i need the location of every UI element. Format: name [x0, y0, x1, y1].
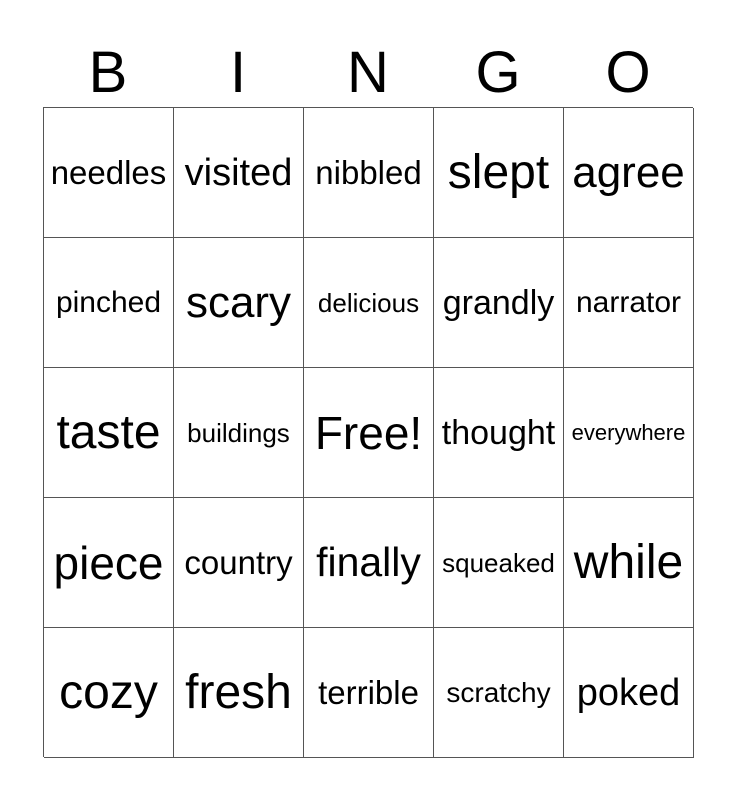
bingo-board [43, 107, 693, 757]
header-letter-i: I [229, 40, 247, 105]
bingo-cell[interactable]: finally [304, 498, 434, 628]
bingo-cell[interactable]: visited [174, 108, 304, 238]
bingo-cell[interactable]: agree [564, 108, 694, 238]
bingo-cell[interactable]: fresh [174, 628, 304, 758]
bingo-cell[interactable]: scary [174, 238, 304, 368]
bingo-cell[interactable]: poked [564, 628, 694, 758]
bingo-cell[interactable]: squeaked [434, 498, 564, 628]
bingo-header [43, 40, 693, 106]
bingo-cell[interactable]: taste [44, 368, 174, 498]
bingo-cell[interactable]: thought [434, 368, 564, 498]
free-space-cell[interactable]: Free! [304, 368, 434, 498]
bingo-cell[interactable]: piece [44, 498, 174, 628]
bingo-cell[interactable]: slept [434, 108, 564, 238]
header-letter-n: N [347, 40, 389, 105]
bingo-cell[interactable]: terrible [304, 628, 434, 758]
header-letter-g: G [475, 40, 521, 105]
bingo-cell[interactable]: buildings [174, 368, 304, 498]
header-letter-b: B [88, 40, 128, 105]
bingo-cell[interactable]: narrator [564, 238, 694, 368]
bingo-cell[interactable]: nibbled [304, 108, 434, 238]
bingo-cell[interactable]: everywhere [564, 368, 694, 498]
bingo-cell[interactable]: grandly [434, 238, 564, 368]
bingo-cell[interactable]: needles [44, 108, 174, 238]
bingo-cell[interactable]: pinched [44, 238, 174, 368]
bingo-cell[interactable]: country [174, 498, 304, 628]
header-letter-o: O [605, 40, 651, 105]
bingo-cell[interactable]: scratchy [434, 628, 564, 758]
bingo-cell[interactable]: cozy [44, 628, 174, 758]
bingo-cell[interactable]: while [564, 498, 694, 628]
bingo-cell[interactable]: delicious [304, 238, 434, 368]
